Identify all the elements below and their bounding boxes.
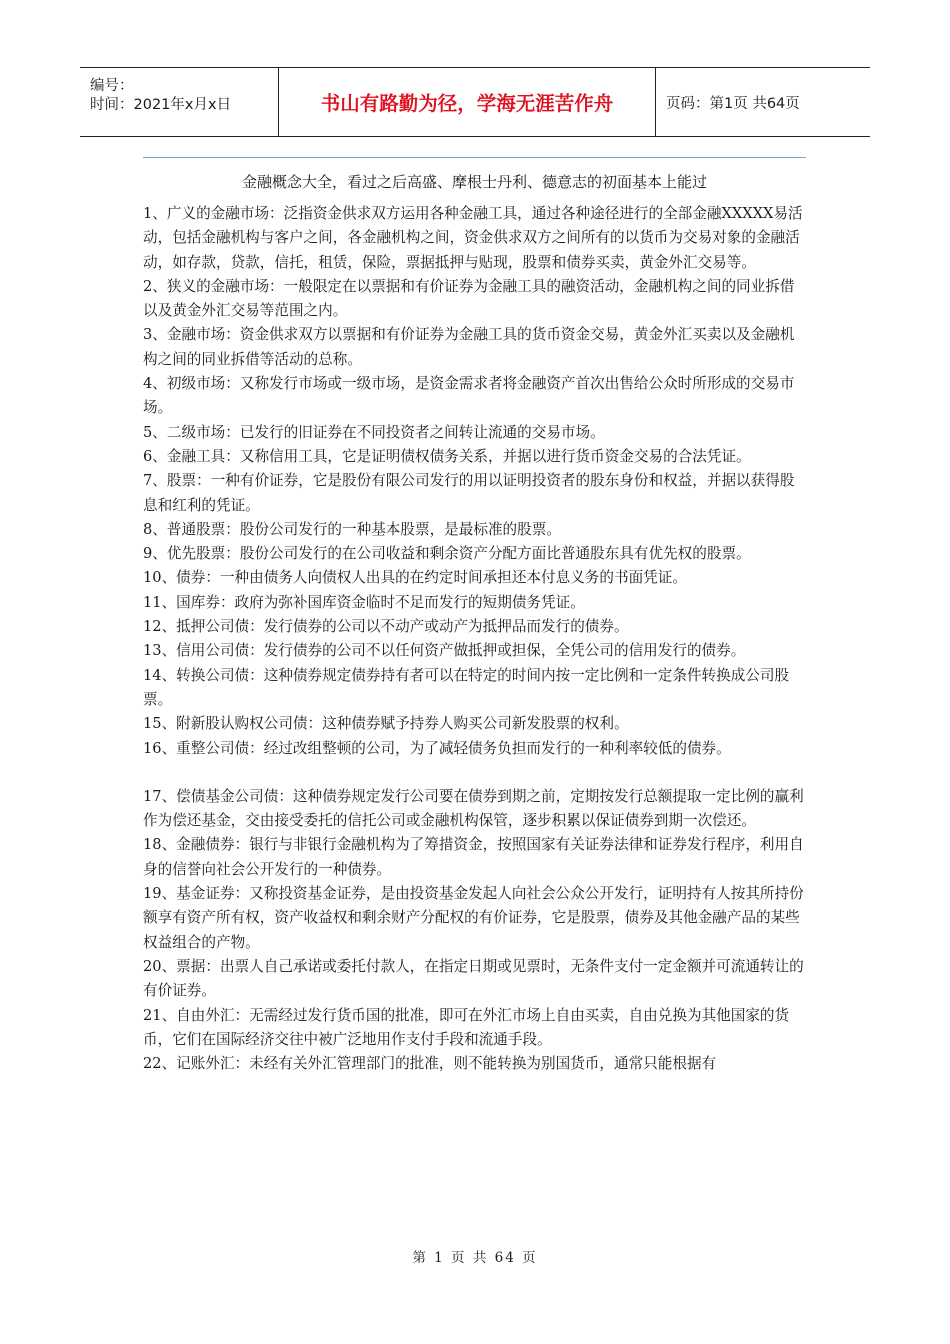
header-meta — [80, 68, 279, 136]
paragraph-2: 2、狭义的金融市场：一般限定在以票据和有价证券为金融工具的融资活动，金融机构之间的同业拆借以及黄金外汇交易等范围之内。 — [143, 277, 795, 320]
page-footer: 第 1 页 共 64 页 — [412, 1250, 538, 1266]
paragraph-18: 18、金融债券：银行与非银行金融机构为了筹措资金，按照国家有关证券法律和证券发行程序，利用自身的信誉向社会公开发行的一种债券。 — [143, 836, 804, 878]
paragraph-12: 12、抵押公司债：发行债券的公司以不动产或动产为抵押品而发行的债券。 — [143, 618, 629, 636]
paragraph-14: 14、转换公司债：这种债券规定债券持有者可以在特定的时间内按一定比例和一定条件转换成公司股票。 — [143, 666, 790, 708]
paragraph-16: 16、重整公司债：经过改组整顿的公司，为了减轻债务负担而发行的一种利率较低的债券。 — [143, 739, 731, 757]
paragraph-20: 20、票据：出票人自己承诺或委托付款人，在指定日期或见票时，无条件支付一定金额并可流通转让的有价证券。 — [143, 957, 804, 1000]
paragraph-7: 7、股票：一种有价证券，它是股份有限公司发行的用以证明投资者的股东身份和权益，并据以获得股息和红利的凭证。 — [143, 472, 795, 514]
header-page-info: 页码：第1页 共64页 — [666, 95, 800, 112]
paragraph-5: 5、二级市场：已发行的旧证券在不同投资者之间转让流通的交易市场。 — [143, 423, 605, 441]
paragraph-6: 6、金融工具：又称信用工具，它是证明债权债务关系，并据以进行货币资金交易的合法凭证。 — [143, 447, 751, 465]
header-motto: 书山有路勤为径，学海无涯苦作舟 — [279, 68, 656, 136]
title-divider — [143, 157, 806, 158]
paragraph-10: 10、债券：一种由债务人向债权人出具的在约定时间承担还本付息义务的书面凭证。 — [143, 569, 687, 587]
page-header — [80, 67, 870, 137]
paragraph-3: 3、金融市场：资金供求双方以票据和有价证券为金融工具的货币资金交易，黄金外汇买卖以及金融机构之间的同业拆借等活动的总称。 — [143, 326, 795, 368]
paragraph-4: 4、初级市场：又称发行市场或一级市场，是资金需求者将金融资产首次出售给公众时所形成的交易市场。 — [143, 375, 795, 417]
paragraph-22: 22、记账外汇：未经有关外汇管理部门的批准，则不能转换为别国货币，通常只能根据有 — [143, 1055, 717, 1073]
paragraph-19: 19、基金证券：又称投资基金证券，是由投资基金发起人向社会公众公开发行，证明持有人按其所持份额享有资产所有权，资产收益权和剩余财产分配权的有价证券，它是股票，债券及其他金融产品的某些权益组合的产物。 — [143, 885, 804, 951]
paragraph-21: 21、自由外汇：无需经过发行货币国的批准，即可在外汇市场上自由买卖，自由兑换为其他国家的货币，它们在国际经济交往中被广泛地用作支付手段和流通手段。 — [143, 1006, 790, 1048]
paragraph-13: 13、信用公司债：发行债券的公司不以任何资产做抵押或担保，全凭公司的信用发行的债券。 — [143, 642, 746, 660]
paragraph-1: 1、广义的金融市场：泛指资金供求双方运用各种金融工具，通过各种途径进行的全部金融XXXXX易活动，包括金融机构与客户之间，各金融机构之间，资金供求双方之间所有的以货币为交易对象的金融活动，如存款，贷款，信托，租赁，保险，票据抵押与贴现，股票和债券买卖，黄金外汇交易等。 — [143, 205, 803, 271]
paragraph-15: 15、附新股认购权公司债：这种债券赋予持券人购买公司新发股票的权利。 — [143, 715, 629, 733]
paragraph-8: 8、普通股票：股份公司发行的一种基本股票，是最标准的股票。 — [143, 520, 561, 538]
document-number-label: 编号： — [90, 78, 134, 94]
document-title: 金融概念大全，看过之后高盛、摩根士丹利、德意志的初面基本上能过 — [241, 173, 707, 191]
document-body — [143, 202, 806, 1076]
paragraph-9: 9、优先股票：股份公司发行的在公司收益和剩余资产分配方面比普通股东具有优先权的股票。 — [143, 545, 751, 563]
document-date: 时间：2021年x月x日 — [90, 97, 232, 113]
paragraph-17: 17、偿债基金公司债：这种债券规定发行公司要在债券到期之前，定期按发行总额提取一定比例的赢利作为偿还基金，交由接受委托的信托公司或金融机构保管，逐步积累以保证债券到期一次偿还。 — [143, 787, 804, 830]
paragraph-11: 11、国库券：政府为弥补国库资金临时不足而发行的短期债务凭证。 — [143, 593, 585, 611]
